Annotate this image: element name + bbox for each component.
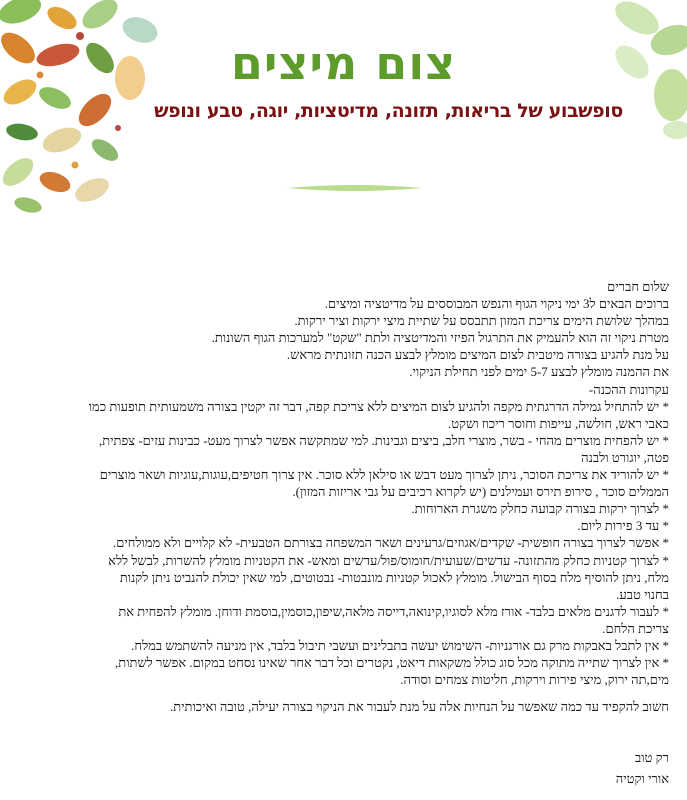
- guideline-line: * עד 3 פירות ליום.: [577, 518, 669, 534]
- intro-line: את ההמנה מומלץ לבצע 5-7 ימים לפני תחילת הניקוי.: [409, 364, 669, 380]
- guideline-line: * לעבור לדגנים מלאים בלבד- אורז מלא לסוגיו,קינואה,דייסה מלאה,שיפון,כוסמין,בוסמת ודוחן. מומלץ להפחית את: [118, 603, 669, 619]
- guideline-line: * יש להפחית מוצרים מהחי - בשר, מוצרי חלב, ביצים וגבינות. למי שמתקשה אפשר לצרוך מעט- כבינות עזים- צפתית,: [98, 432, 669, 448]
- intro-line: על מנת להגיע בצורה מיטבית לצום המיצים מומלץ לבצע הכנה תזונתית מראש.: [286, 347, 669, 363]
- guideline-line: מלח, ניתן להוסיף מלח בסוף הבישול. מומלץ לאכול קטניות מונבטות- נבטוטים, למי שאין יכולת להנביט ניתן לקנות: [119, 569, 669, 585]
- guideline-line: * אין לצרוך שתייה מתוקה מכל סוג כולל משקאות דיאט, נקטרים וכל דבר אחר שאינו נסחט במקום. אפשר לשתות,: [115, 655, 669, 671]
- guidelines-title: עקרונות ההכנה-: [588, 381, 669, 397]
- guideline-line: מים,תה ירוק, מיצי פירות וירקות, חליטות צמחים וסודה.: [400, 672, 669, 688]
- guideline-line: צריכת הלחם.: [602, 620, 669, 636]
- guideline-line: * יש להתחיל גמילה הדרגתית מקפה ולהגיע לצום המיצים ללא צריכת קפה, דבר זה יקטין בצורה משמעותית תופעות כמו: [88, 398, 669, 414]
- intro-line: ברוכים הבאים ל3 ימי ניקוי הגוף והנפש המבוססים על מדיטציה ומיצים.: [324, 296, 669, 312]
- guideline-line: פטה, יוגורט ולבנה: [581, 449, 669, 465]
- guideline-line: * אפשר לצרוך בצורה חופשית- שקדים/אגוזים/גרעינים ושאר המשפחה בצורתם הטבעית- לא קלויים ולא ממולחים.: [112, 535, 669, 551]
- letter-body: [88, 278, 669, 788]
- greeting: שלום חברים: [607, 279, 669, 294]
- signoff: רק טוב: [634, 750, 669, 766]
- guideline-line: בחנוי טבע.: [616, 586, 669, 602]
- guideline-line: * לצרוך ירקות בצורה קבועה כחלק משגרת הארוחות.: [411, 501, 669, 517]
- guideline-line: הממלים סוכר , סירופ תירס ועמילנים (יש לקרוא רכיבים על גבי אריזות המזון).: [292, 484, 669, 500]
- closing-line: חשוב להקפיד עד כמה שאפשר על הנחיות אלה על מנת לעבור את הניקוי בצורה יעילה, טובה ואיכותית.: [169, 699, 669, 715]
- leaf-divider-icon: [287, 184, 423, 192]
- guideline-line: * אין לתבל באבקות מרק גם אורגניות- השימוש יעשה בתבלינים ועשבי תיבול בלבד, אין מניעה להשתמש במלח.: [131, 637, 669, 653]
- guideline-line: כאבי ראש, חולשה, עייפות וחוסר ריכוז ושקט.: [447, 415, 669, 431]
- page-title: צום מיצים: [230, 36, 457, 90]
- intro-line: במהלך שלושת הימים צריכת המזון תתבסס על שתיית מיצי ירקות וציר ירקות.: [294, 313, 669, 329]
- guideline-line: * יש להוריד את צריכת הסוכר, ניתן לצרוך מעט דבש או סילאן ללא סוכר. אין צרוך חטיפים,עוגות,עוגיות ושאר מוצרים: [99, 467, 669, 483]
- signature: אורי וקטיה: [615, 771, 669, 787]
- page-subtitle: סופשבוע של בריאות, תזונה, מדיטציות, יוגה, טבע ונופש: [154, 100, 623, 122]
- intro-line: מטרת ניקוי זה הוא להעמיק את התרגול הפיזי והמדיטציה ולתת "שקט" למערכות הגוף השונות.: [211, 330, 669, 346]
- guideline-line: * לצרוך קטניות כחלק מהתזונה- עדשים/שעועית/חומוס/פול/עדשים ומאש- את הקטניות מומלץ להשרות, לבשל ללא: [108, 552, 669, 568]
